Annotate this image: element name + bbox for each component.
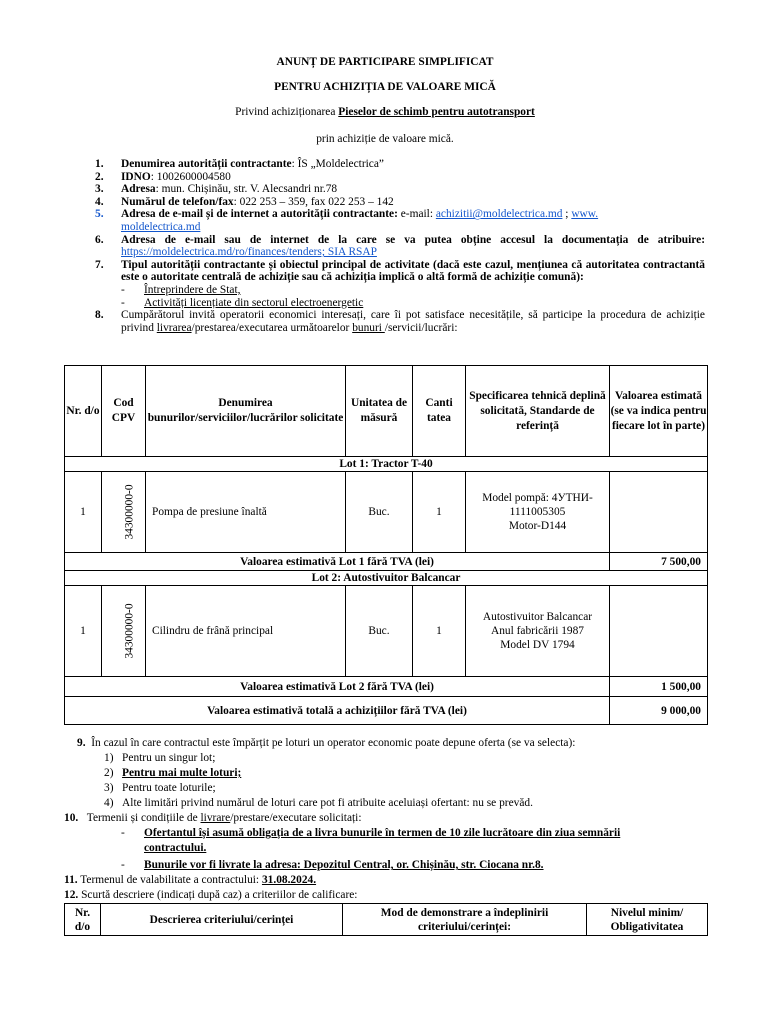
lot2-cpv-cell [102,586,146,677]
website-link-part1[interactable]: www. [571,208,599,221]
lot2-cpv: 34300000-0 [123,603,136,659]
lot1-total-row [65,553,708,571]
criteria-table [64,903,708,936]
item-6: 6. Adresa de e-mail sau de internet de la care se va putea obține accesul la documentația de atribuire: https://moldelectrica.md/ro/finances/tenders; SIA RSAP [95,233,705,259]
lot2-unit: Buc. [346,586,413,677]
section-10-dash-1: - [121,827,125,839]
lot1-qty: 1 [413,472,466,553]
lot2-title: Lot 2: Autostivuitor Balcancar [65,571,708,586]
grand-total-value: 9 000,00 [610,697,708,725]
table-header-row [65,366,708,457]
grand-total-row [65,697,708,725]
crit-header-nr: Nr. d/o [65,904,101,936]
section-11: 11. Termenul de valabilitate a contractului: 31.08.2024. [64,874,317,886]
lot1-unit: Buc. [346,472,413,553]
item-4: 4. Numărul de telefon/fax: 022 253 – 359, fax 022 253 – 142 [95,195,394,208]
grand-total-label: Valoarea estimativă totală a achizițiilor fără TVA (lei) [65,697,610,725]
section-12: 12. Scurtă descriere (indicați după caz) a criteriilor de calificare: [64,889,358,901]
email-link[interactable]: achizitii@moldelectrica.md [435,208,563,221]
table-row [65,472,708,553]
lot1-spec: Model pompă: 4УТНИ- 1111005305 Motor-D144 [466,472,610,553]
lot2-name: Cilindru de frână principal [146,586,346,677]
doc-title-line1: ANUNȚ DE PARTICIPARE SIMPLIFICAT [276,56,494,68]
lot1-title-row [65,457,708,472]
col-header-spec: Specificarea tehnică deplină solicitată, Standarde de referință [466,366,610,457]
item-8: 8. Cumpărătorul invită operatorii economici interesați, care îi pot satisface necesitățile, să participe la procedura de achiziție privind livrarea/prestarea/executarea următoarelor bunuri /servicii/lucrări: [95,309,705,334]
lot-option-1: 1) Pentru un singur lot; [104,752,216,764]
criteria-header-row [65,904,708,936]
lot1-cpv-cell [102,472,146,553]
delivery-term-line1: Ofertantul își asumă obligația de a livra bunurile în termen de 10 zile lucrătoare din ziua semnării [144,827,621,839]
lot2-spec: Autostivuitor Balcancar Anul fabricării 1987 Model DV 1794 [466,586,610,677]
subject-prefix: Privind achiziționarea [235,106,339,118]
section-10: 10. Termenii și condițiile de livrare/prestare/executare solicitați: [64,812,362,824]
tenders-link[interactable]: https://moldelectrica.md/ro/finances/tenders; SIA RSAP [121,246,377,259]
col-header-nr: Nr. d/o [65,366,102,457]
lot2-total-label: Valoarea estimativă Lot 2 fără TVA (lei) [65,677,610,697]
col-header-unit: Unitatea de măsură [346,366,413,457]
delivery-term-line2: contractului. [144,842,207,854]
col-header-value: Valoarea estimată (se va indica pentru fiecare lot în parte) [610,366,708,457]
lot1-title: Lot 1: Tractor T-40 [65,457,708,472]
lot1-cpv: 34300000-0 [123,484,136,540]
col-header-qty: Canti tatea [413,366,466,457]
subject-name: Pieselor de schimb pentru autotransport [338,106,535,118]
crit-header-level: Nivelul minim/ Obligativitatea [587,904,708,936]
lot-option-3: 3) Pentru toate loturile; [104,782,216,794]
lot1-total-label: Valoarea estimativă Lot 1 fără TVA (lei) [65,553,610,571]
lot-option-4: 4) Alte limitări privind numărul de loturi care pot fi atribuite aceluiași ofertant: nu se prevăd. [104,797,533,809]
section-10-dash-2: - [121,859,125,871]
item-7: 7. Tipul autorității contractante și obiectul principal de activitate (dacă este cazul, mențiunea că autoritatea contractantă este o autoritate centrală de achiziție sau că achiziția implică o altă formă de achiziție comună): - Întreprindere de Stat, - Activități licențiate din sectorul electroenergetic [95,258,705,309]
lot1-value-empty [610,472,708,553]
lot2-value-empty [610,586,708,677]
lot1-name: Pompa de presiune înaltă [146,472,346,553]
lot2-total-value: 1 500,00 [610,677,708,697]
lot2-qty: 1 [413,586,466,677]
doc-title-line2: PENTRU ACHIZIȚIA DE VALOARE MICĂ [274,81,496,93]
item-3: 3. Adresa: mun. Chișinău, str. V. Alecsandri nr.78 [95,183,338,196]
procedure-line: prin achiziție de valoare mică. [316,133,454,145]
col-header-name: Denumirea bunurilor/serviciilor/lucrărilor solicitate [146,366,346,457]
section-1-8 [95,158,705,334]
crit-header-description: Descrierea criteriului/cerinței [101,904,343,936]
item-5: 5. Adresa de e-mail și de internet a autorității contractante: e-mail: achizitii@moldelectrica.md ; www. moldelectrica.md [95,208,599,233]
lot2-title-row [65,571,708,586]
lot-option-2: 2) Pentru mai multe loturi; [104,767,242,779]
item-7-sub-1: - Întreprindere de Stat, [121,283,241,296]
lot1-total-value: 7 500,00 [610,553,708,571]
goods-table [64,365,708,725]
item-2: 2. IDNO: 1002600004580 [95,170,231,183]
table-row [65,586,708,677]
lot2-total-row [65,677,708,697]
lot1-nr: 1 [65,472,102,553]
lot2-nr: 1 [65,586,102,677]
section-9: 9. În cazul în care contractul este împărțit pe loturi un operator economic poate depune oferta (se va selecta): [77,737,576,749]
col-header-cpv: Cod CPV [102,366,146,457]
doc-subject [0,106,770,118]
delivery-address: Bunurile vor fi livrate la adresa: Depozitul Central, or. Chișinău, str. Ciocana nr.8. [144,859,544,871]
crit-header-method: Mod de demonstrare a îndeplinirii criteriului/cerinței: [343,904,587,936]
item-7-sub-2: - Activități licențiate din sectorul electroenergetic [121,296,364,309]
item-1: 1. Denumirea autorității contractante: ÎS „Moldelectrica” [95,158,384,170]
website-link-part2[interactable]: moldelectrica.md [121,220,201,233]
